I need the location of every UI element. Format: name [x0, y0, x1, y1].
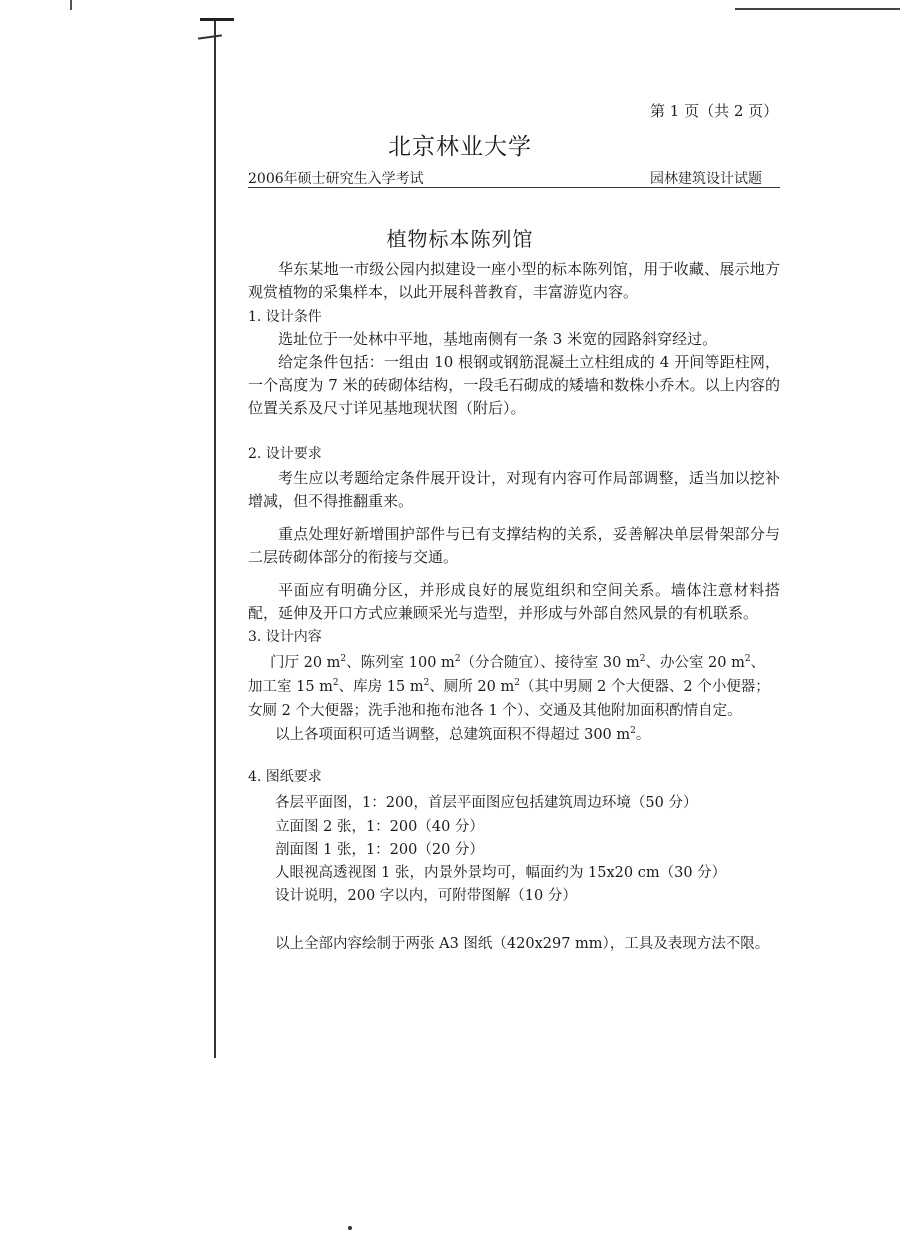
page-number: 第 1 页（共 2 页）	[650, 102, 779, 120]
section-1-para-1: 选址位于一处林中平地，基地南侧有一条 3 米宽的园路斜穿经过。	[278, 330, 718, 348]
closing-note: 以上全部内容绘制于两张 A3 图纸（420x297 mm），工具及表现方法不限。	[275, 936, 770, 952]
university-name: 北京林业大学	[388, 134, 532, 160]
exam-name: 2006年硕士研究生入学考试	[248, 171, 424, 187]
document-title: 植物标本陈列馆	[386, 227, 534, 251]
binding-line	[214, 18, 216, 1058]
section-2-heading: 2. 设计要求	[248, 446, 322, 462]
scan-edge-line	[735, 8, 900, 10]
drawing-requirement-item: 设计说明，200 字以内，可附带图解（10 分）	[275, 888, 577, 904]
drawing-requirement-item: 人眼视高透视图 1 张，内景外景均可，幅面约为 15x20 cm（30 分）	[275, 865, 727, 881]
section-3-heading: 3. 设计内容	[248, 629, 322, 645]
binding-tick	[198, 34, 222, 39]
section-2-para-3: 平面应有明确分区，并形成良好的展览组织和空间关系。墙体注意材料搭配，延伸及开口方式应兼顾采光与造型，并形成与外部自然风景的有机联系。	[248, 581, 780, 622]
section-2-para-2: 重点处理好新增围护部件与已有支撑结构的关系，妥善解决单层骨架部分与二层砖砌体部分的衔接与交通。	[248, 525, 780, 566]
intro-text: 华东某地一市级公园内拟建设一座小型的标本陈列馆，用于收藏、展示地方观赏植物的采集样本，以此开展科普教育，丰富游览内容。	[248, 260, 780, 301]
scan-mark	[70, 0, 72, 10]
header-rule	[248, 187, 780, 188]
binding-tick	[200, 18, 234, 21]
drawing-requirement-item: 各层平面图，1：200，首层平面图应包括建筑周边环境（50 分）	[275, 795, 698, 811]
section-2-para-1: 考生应以考题给定条件展开设计，对现有内容可作局部调整，适当加以挖补增减，但不得推翻重来。	[248, 469, 780, 510]
scan-speck	[348, 1226, 352, 1230]
intro-paragraph	[248, 258, 780, 304]
exam-subject: 园林建筑设计试题	[650, 171, 762, 187]
drawing-requirement-item: 立面图 2 张，1：200（40 分）	[275, 819, 484, 835]
section-3-line-2: 加工室 15 $m^2$、库房 15 $m^2$、厕所 20 $m^2$（其中男厕 2 个大便器、2 个小便器；	[248, 678, 770, 695]
section-1-heading: 1. 设计条件	[248, 309, 322, 325]
section-3-line-1: 门厅 20 $m^2$、陈列室 100 $m^2$（分合随宜）、接待室 30 $m^2$、办公室 20 $m^2$、	[270, 654, 766, 671]
section-1-body	[248, 328, 780, 420]
section-3-line-3: 女厕 2 个大便器；洗手池和拖布池各 1 个）、交通及其他附加面积酌情自定。	[248, 703, 742, 719]
section-2-body	[248, 467, 780, 625]
drawing-requirement-item: 剖面图 1 张，1：200（20 分）	[275, 842, 484, 858]
section-4-heading: 4. 图纸要求	[248, 769, 322, 785]
section-3-line-4: 以上各项面积可适当调整，总建筑面积不得超过 300 $m^2$。	[275, 726, 651, 743]
section-1-para-2: 给定条件包括：一组由 10 根钢或钢筋混凝土立柱组成的 4 开间等距柱网，一个高度为 7 米的砖砌体结构，一段毛石砌成的矮墙和数株小乔木。以上内容的位置关系及尺寸详见基地现状图（附后）。	[248, 353, 780, 417]
